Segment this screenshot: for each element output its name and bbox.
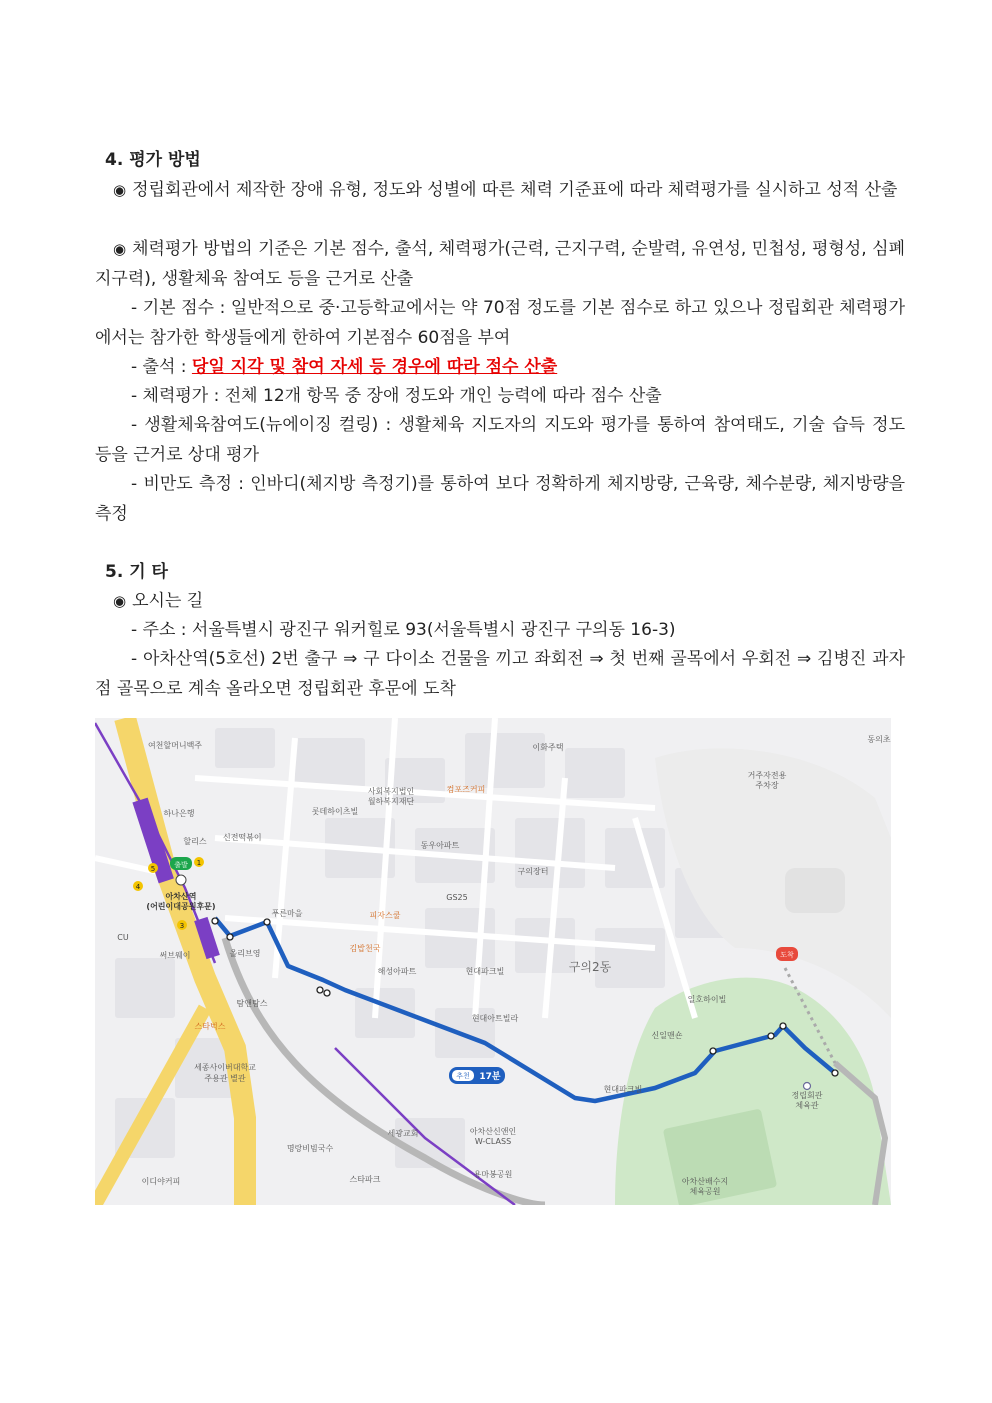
svg-text:컴포즈커피: 컴포즈커피 (446, 785, 486, 794)
bullet-icon: ◉ (113, 181, 127, 199)
svg-text:올리브영: 올리브영 (229, 949, 261, 958)
svg-text:도착: 도착 (780, 951, 794, 959)
svg-text:신전떡볶이: 신전떡볶이 (223, 833, 262, 842)
item-basic-score: - 기본 점수 : 일반적으로 중·고등학교에서는 약 70점 정도를 기본 점수로 하고 있으나 정립회관 체력평가에서는 참가한 학생들에게 한하여 기본점수 60점을 부여 (95, 298, 905, 348)
svg-text:주차장: 주차장 (755, 781, 779, 790)
svg-text:거주자전용: 거주자전용 (747, 771, 787, 780)
svg-text:세종사이버대학교: 세종사이버대학교 (194, 1063, 256, 1072)
svg-text:17분: 17분 (479, 1072, 501, 1082)
svg-text:피자스쿨: 피자스쿨 (369, 911, 401, 920)
svg-text:해성아파트: 해성아파트 (377, 967, 417, 976)
item-obesity: - 비만도 측정 : 인바디(체지방 측정기)를 통하여 보다 정확하게 체지방량, 근육량, 체수분량, 체지방량을 측정 (95, 474, 905, 524)
svg-text:CU: CU (117, 933, 129, 942)
svg-text:주용관 별관: 주용관 별관 (204, 1074, 246, 1083)
svg-text:3: 3 (179, 922, 185, 930)
svg-text:5: 5 (150, 865, 156, 873)
area-name: 구의2동 (568, 960, 612, 974)
svg-text:탐앤탐스: 탐앤탐스 (236, 999, 268, 1008)
svg-text:4: 4 (135, 883, 141, 891)
svg-text:푸른마을: 푸른마을 (271, 909, 303, 918)
svg-text:현대파크빌: 현대파크빌 (465, 967, 505, 976)
svg-text:스타파크: 스타파크 (349, 1175, 381, 1184)
svg-text:여천할머니백주: 여천할머니백주 (147, 741, 203, 750)
end-marker[interactable] (776, 947, 798, 961)
start-station-label: 아차산역 (165, 892, 197, 901)
svg-text:용마봉공원: 용마봉공원 (473, 1170, 513, 1179)
svg-text:일호하이빌: 일호하이빌 (687, 995, 727, 1004)
svg-text:써브웨이: 써브웨이 (159, 951, 191, 960)
svg-text:체육공원: 체육공원 (689, 1187, 721, 1196)
svg-text:월하복지재단: 월하복지재단 (367, 797, 415, 806)
end-place-label-1: 정립회관 (791, 1091, 823, 1100)
svg-text:김밥천국: 김밥천국 (349, 944, 381, 953)
route-map[interactable] (95, 718, 891, 1205)
svg-text:현대아트빌라: 현대아트빌라 (471, 1014, 519, 1023)
svg-text:세광교회: 세광교회 (387, 1129, 419, 1138)
item-fitness: - 체력평가 : 전체 12개 항목 중 장애 정도와 개인 능력에 따라 점수 산출 (131, 386, 662, 406)
bullet-icon: ◉ (113, 592, 127, 610)
section4-bullet2: ◉ 체력평가 방법의 기준은 기본 점수, 출석, 체력평가(근력, 근지구력, 순발력, 유연성, 민첩성, 평형성, 심폐지구력), 생활체육 참여도 등을 근거로 산출 (95, 235, 905, 294)
svg-text:W-CLASS: W-CLASS (474, 1137, 512, 1146)
route-time-badge[interactable] (449, 1067, 505, 1084)
svg-text:이화주택: 이화주택 (532, 743, 564, 752)
svg-text:명랑비빔국수: 명랑비빔국수 (286, 1144, 334, 1153)
svg-text:동의초: 동의초 (867, 735, 891, 744)
attendance-emphasis: 당일 지각 및 참여 자세 등 경우에 따라 점수 산출 (191, 357, 558, 377)
end-place-label-2: 체육관 (795, 1101, 819, 1110)
svg-text:롯데하이츠빌: 롯데하이츠빌 (311, 807, 359, 816)
svg-text:GS25: GS25 (446, 893, 468, 902)
svg-text:할리스: 할리스 (183, 837, 207, 846)
svg-text:구의장터: 구의장터 (517, 867, 549, 876)
svg-text:아차산배수지: 아차산배수지 (681, 1177, 729, 1186)
section4-title: 4. 평가 방법 (105, 150, 201, 170)
section5-bullet1: ◉ 오시는 길 (95, 587, 905, 617)
bullet-icon: ◉ (113, 240, 127, 258)
svg-text:아차산신앤인: 아차산신앤인 (469, 1127, 517, 1136)
start-station-sub-label: (어린이대공원후문) (146, 902, 216, 911)
svg-text:동우아파트: 동우아파트 (420, 841, 460, 850)
svg-text:1: 1 (196, 859, 202, 867)
item-attendance: - 출석 : 당일 지각 및 참여 자세 등 경우에 따라 점수 산출 (131, 357, 558, 377)
svg-text:출발: 출발 (174, 861, 188, 869)
section5-title: 5. 기 타 (105, 562, 168, 582)
directions-line: - 아차산역(5호선) 2번 출구 ⇒ 구 다이소 건물을 끼고 좌회전 ⇒ 첫 번째 골목에서 우회전 ⇒ 김병진 과자점 골목으로 계속 올라오면 정립회관 후문에 도착 (95, 649, 905, 699)
svg-text:사회복지법인: 사회복지법인 (367, 787, 415, 796)
svg-text:이디야커피: 이디야커피 (141, 1177, 181, 1186)
section4-bullet1: ◉ 정립회관에서 제작한 장애 유형, 정도와 성별에 따른 체력 기준표에 따라 체력평가를 실시하고 성적 산출 (95, 176, 905, 206)
item-participation: - 생활체육참여도(뉴에이징 컬링) : 생활체육 지도자의 지도와 평가를 통하여 참여태도, 기술 습득 정도 등을 근거로 상대 평가 (95, 415, 905, 465)
svg-text:추천: 추천 (456, 1072, 470, 1080)
address-line: - 주소 : 서울특별시 광진구 워커힐로 93(서울특별시 광진구 구의동 16-3) (131, 620, 676, 640)
svg-text:신일맨숀: 신일맨숀 (651, 1031, 683, 1040)
svg-text:스타벅스: 스타벅스 (194, 1022, 226, 1031)
svg-text:하나은행: 하나은행 (163, 809, 195, 818)
svg-text:현대파크빌: 현대파크빌 (603, 1085, 643, 1094)
